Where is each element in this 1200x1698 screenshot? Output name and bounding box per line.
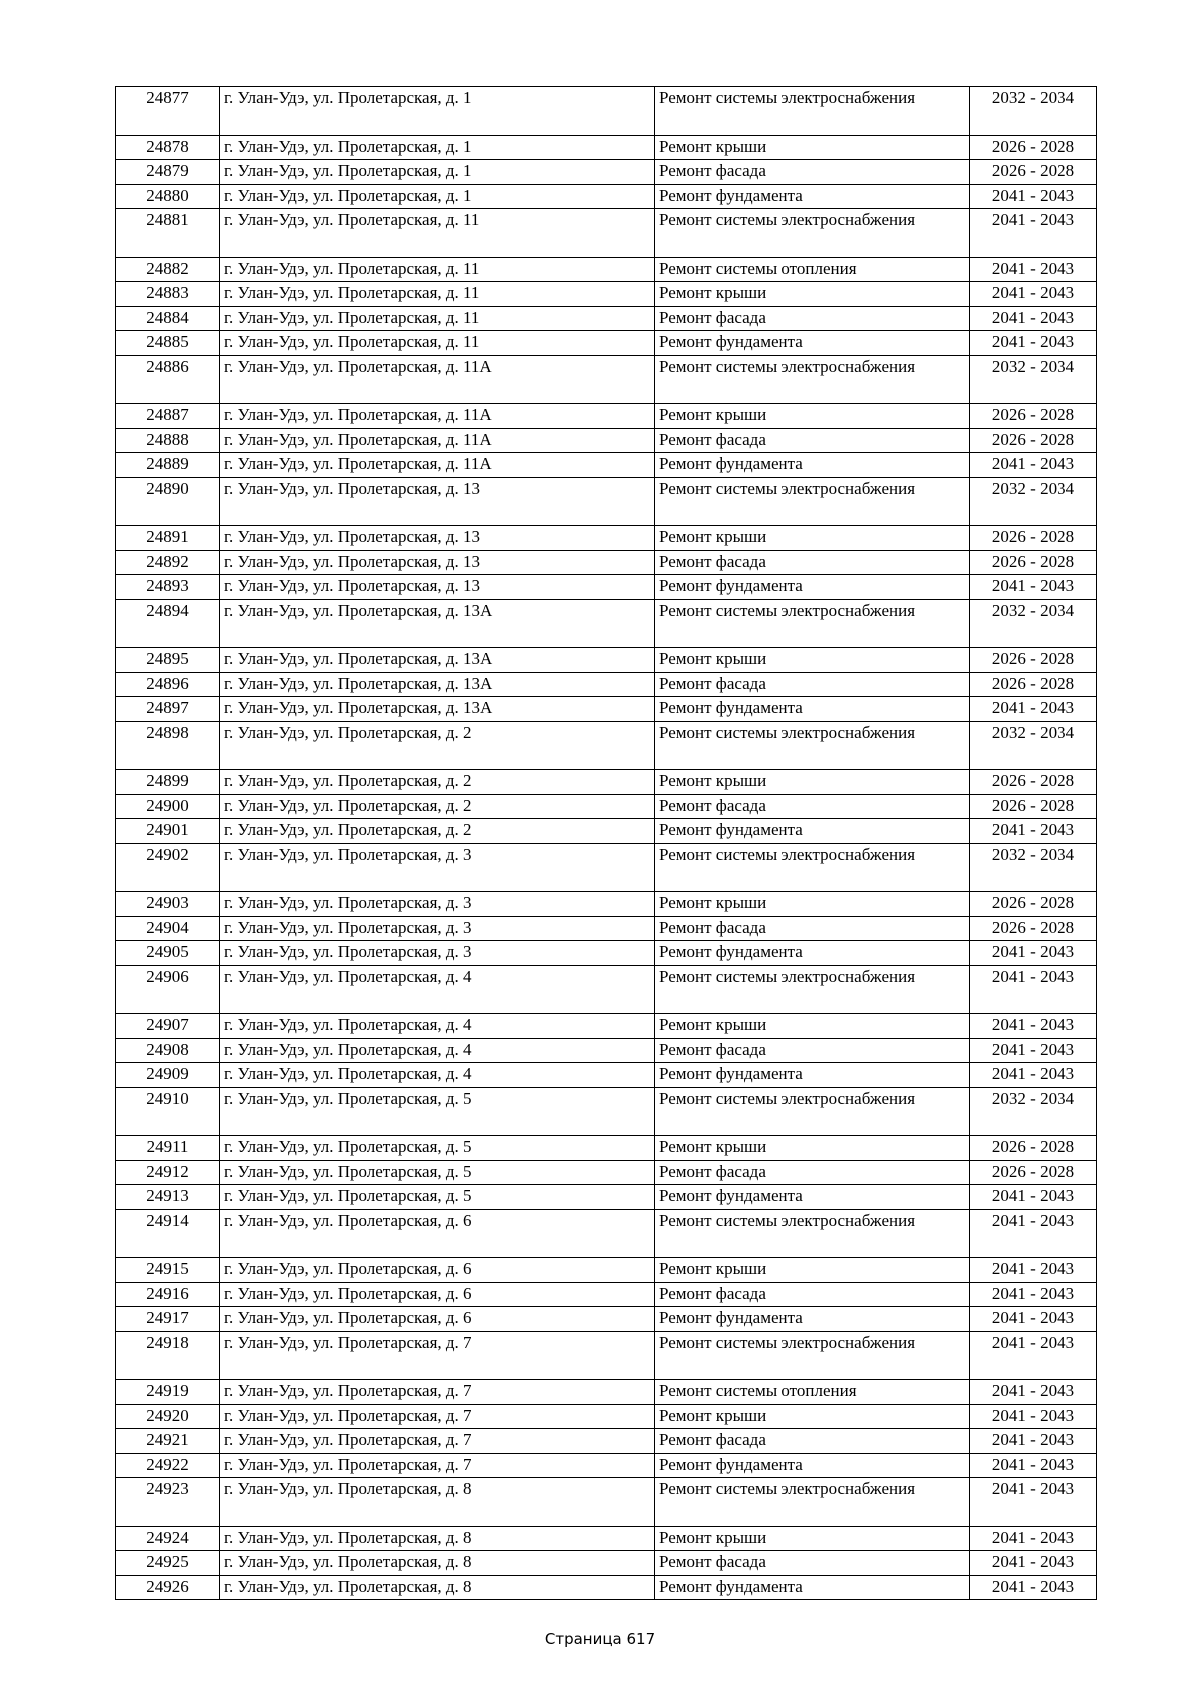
table-row: [116, 1063, 1097, 1088]
work-type-cell: Ремонт системы отопления: [655, 1380, 970, 1405]
period-cell: 2041 - 2043: [970, 257, 1097, 282]
record-number: 24897: [116, 697, 220, 722]
work-type-cell: Ремонт крыши: [655, 1526, 970, 1551]
record-number: 24917: [116, 1307, 220, 1332]
table-row: [116, 1307, 1097, 1332]
address-cell: г. Улан-Удэ, ул. Пролетарская, д. 13А: [220, 672, 655, 697]
page-number: Страница 617: [544, 1630, 656, 1648]
period-cell: 2041 - 2043: [970, 1063, 1097, 1088]
table-row: [116, 794, 1097, 819]
table-row: [116, 453, 1097, 478]
work-type-cell: Ремонт фундамента: [655, 819, 970, 844]
record-number: 24915: [116, 1258, 220, 1283]
address-cell: г. Улан-Удэ, ул. Пролетарская, д. 5: [220, 1087, 655, 1136]
period-cell: 2032 - 2034: [970, 355, 1097, 404]
work-type-cell: Ремонт крыши: [655, 404, 970, 429]
record-number: 24916: [116, 1282, 220, 1307]
record-number: 24906: [116, 965, 220, 1014]
period-cell: 2041 - 2043: [970, 1038, 1097, 1063]
period-cell: 2026 - 2028: [970, 1160, 1097, 1185]
record-number: 24893: [116, 575, 220, 600]
table-row: [116, 599, 1097, 648]
period-cell: 2026 - 2028: [970, 648, 1097, 673]
period-cell: 2041 - 2043: [970, 1404, 1097, 1429]
table-row: [116, 550, 1097, 575]
work-type-cell: Ремонт системы электроснабжения: [655, 1331, 970, 1380]
table-row: [116, 1551, 1097, 1576]
address-cell: г. Улан-Удэ, ул. Пролетарская, д. 11А: [220, 428, 655, 453]
period-cell: 2032 - 2034: [970, 87, 1097, 136]
address-cell: г. Улан-Удэ, ул. Пролетарская, д. 11: [220, 257, 655, 282]
work-type-cell: Ремонт фасада: [655, 1038, 970, 1063]
table-row: [116, 819, 1097, 844]
record-number: 24899: [116, 770, 220, 795]
work-type-cell: Ремонт системы электроснабжения: [655, 1478, 970, 1527]
record-number: 24901: [116, 819, 220, 844]
period-cell: 2041 - 2043: [970, 1185, 1097, 1210]
table-row: [116, 87, 1097, 136]
record-number: 24924: [116, 1526, 220, 1551]
period-cell: 2026 - 2028: [970, 135, 1097, 160]
table-row: [116, 916, 1097, 941]
period-cell: 2041 - 2043: [970, 1307, 1097, 1332]
address-cell: г. Улан-Удэ, ул. Пролетарская, д. 5: [220, 1160, 655, 1185]
period-cell: 2041 - 2043: [970, 1453, 1097, 1478]
work-type-cell: Ремонт фасада: [655, 1160, 970, 1185]
record-number: 24896: [116, 672, 220, 697]
work-type-cell: Ремонт системы электроснабжения: [655, 599, 970, 648]
work-type-cell: Ремонт системы электроснабжения: [655, 1209, 970, 1258]
period-cell: 2041 - 2043: [970, 965, 1097, 1014]
address-cell: г. Улан-Удэ, ул. Пролетарская, д. 6: [220, 1209, 655, 1258]
work-type-cell: Ремонт крыши: [655, 1258, 970, 1283]
table-row: [116, 1575, 1097, 1600]
address-cell: г. Улан-Удэ, ул. Пролетарская, д. 5: [220, 1185, 655, 1210]
table-row: [116, 1136, 1097, 1161]
record-number: 24913: [116, 1185, 220, 1210]
period-cell: 2041 - 2043: [970, 209, 1097, 258]
period-cell: 2041 - 2043: [970, 1258, 1097, 1283]
table-row: [116, 1282, 1097, 1307]
record-number: 24902: [116, 843, 220, 892]
record-number: 24890: [116, 477, 220, 526]
period-cell: 2041 - 2043: [970, 1551, 1097, 1576]
work-type-cell: Ремонт фундамента: [655, 453, 970, 478]
address-cell: г. Улан-Удэ, ул. Пролетарская, д. 2: [220, 770, 655, 795]
work-type-cell: Ремонт фасада: [655, 794, 970, 819]
period-cell: 2041 - 2043: [970, 1478, 1097, 1527]
period-cell: 2041 - 2043: [970, 575, 1097, 600]
work-type-cell: Ремонт системы электроснабжения: [655, 843, 970, 892]
record-number: 24909: [116, 1063, 220, 1088]
work-type-cell: Ремонт крыши: [655, 526, 970, 551]
work-type-cell: Ремонт фундамента: [655, 1453, 970, 1478]
address-cell: г. Улан-Удэ, ул. Пролетарская, д. 6: [220, 1258, 655, 1283]
address-cell: г. Улан-Удэ, ул. Пролетарская, д. 2: [220, 721, 655, 770]
work-type-cell: Ремонт крыши: [655, 1404, 970, 1429]
period-cell: 2041 - 2043: [970, 1380, 1097, 1405]
period-cell: 2041 - 2043: [970, 697, 1097, 722]
table-row: [116, 1380, 1097, 1405]
work-type-cell: Ремонт фундамента: [655, 697, 970, 722]
period-cell: 2041 - 2043: [970, 282, 1097, 307]
work-type-cell: Ремонт фасада: [655, 306, 970, 331]
table-row: [116, 428, 1097, 453]
table-row: [116, 1038, 1097, 1063]
table-row: [116, 1429, 1097, 1454]
table-row: [116, 331, 1097, 356]
address-cell: г. Улан-Удэ, ул. Пролетарская, д. 6: [220, 1282, 655, 1307]
table-row: [116, 672, 1097, 697]
period-cell: 2032 - 2034: [970, 1087, 1097, 1136]
address-cell: г. Улан-Удэ, ул. Пролетарская, д. 7: [220, 1404, 655, 1429]
record-number: 24919: [116, 1380, 220, 1405]
period-cell: 2041 - 2043: [970, 306, 1097, 331]
table-row: [116, 526, 1097, 551]
work-type-cell: Ремонт системы электроснабжения: [655, 721, 970, 770]
address-cell: г. Улан-Удэ, ул. Пролетарская, д. 11: [220, 306, 655, 331]
period-cell: 2032 - 2034: [970, 843, 1097, 892]
address-cell: г. Улан-Удэ, ул. Пролетарская, д. 3: [220, 941, 655, 966]
address-cell: г. Улан-Удэ, ул. Пролетарская, д. 11: [220, 209, 655, 258]
table-row: [116, 1014, 1097, 1039]
record-number: 24905: [116, 941, 220, 966]
work-type-cell: Ремонт фасада: [655, 428, 970, 453]
record-number: 24925: [116, 1551, 220, 1576]
work-type-cell: Ремонт фундамента: [655, 941, 970, 966]
period-cell: 2041 - 2043: [970, 1526, 1097, 1551]
work-type-cell: Ремонт фасада: [655, 1282, 970, 1307]
period-cell: 2032 - 2034: [970, 721, 1097, 770]
address-cell: г. Улан-Удэ, ул. Пролетарская, д. 4: [220, 965, 655, 1014]
table-body: [116, 87, 1097, 1600]
record-number: 24888: [116, 428, 220, 453]
period-cell: 2041 - 2043: [970, 1429, 1097, 1454]
table-row: [116, 1087, 1097, 1136]
period-cell: 2041 - 2043: [970, 1209, 1097, 1258]
work-type-cell: Ремонт крыши: [655, 282, 970, 307]
table-row: [116, 575, 1097, 600]
table-row: [116, 306, 1097, 331]
address-cell: г. Улан-Удэ, ул. Пролетарская, д. 3: [220, 843, 655, 892]
work-type-cell: Ремонт фундамента: [655, 184, 970, 209]
table-row: [116, 843, 1097, 892]
table-row: [116, 282, 1097, 307]
record-number: 24922: [116, 1453, 220, 1478]
address-cell: г. Улан-Удэ, ул. Пролетарская, д. 5: [220, 1136, 655, 1161]
table-row: [116, 770, 1097, 795]
record-number: 24882: [116, 257, 220, 282]
record-number: 24904: [116, 916, 220, 941]
record-number: 24891: [116, 526, 220, 551]
work-type-cell: Ремонт фундамента: [655, 1575, 970, 1600]
table-row: [116, 355, 1097, 404]
record-number: 24914: [116, 1209, 220, 1258]
address-cell: г. Улан-Удэ, ул. Пролетарская, д. 8: [220, 1526, 655, 1551]
address-cell: г. Улан-Удэ, ул. Пролетарская, д. 8: [220, 1551, 655, 1576]
address-cell: г. Улан-Удэ, ул. Пролетарская, д. 8: [220, 1575, 655, 1600]
record-number: 24900: [116, 794, 220, 819]
work-type-cell: Ремонт фасада: [655, 1551, 970, 1576]
work-type-cell: Ремонт фундамента: [655, 1185, 970, 1210]
address-cell: г. Улан-Удэ, ул. Пролетарская, д. 13: [220, 550, 655, 575]
table-row: [116, 477, 1097, 526]
record-number: 24892: [116, 550, 220, 575]
period-cell: 2026 - 2028: [970, 916, 1097, 941]
table-row: [116, 1331, 1097, 1380]
work-type-cell: Ремонт системы электроснабжения: [655, 477, 970, 526]
period-cell: 2026 - 2028: [970, 672, 1097, 697]
table-row: [116, 1160, 1097, 1185]
work-type-cell: Ремонт фасада: [655, 916, 970, 941]
period-cell: 2041 - 2043: [970, 1282, 1097, 1307]
work-type-cell: Ремонт системы электроснабжения: [655, 1087, 970, 1136]
address-cell: г. Улан-Удэ, ул. Пролетарская, д. 3: [220, 916, 655, 941]
record-number: 24898: [116, 721, 220, 770]
period-cell: 2026 - 2028: [970, 160, 1097, 185]
address-cell: г. Улан-Удэ, ул. Пролетарская, д. 13А: [220, 599, 655, 648]
period-cell: 2032 - 2034: [970, 599, 1097, 648]
address-cell: г. Улан-Удэ, ул. Пролетарская, д. 7: [220, 1331, 655, 1380]
table-row: [116, 1404, 1097, 1429]
record-number: 24881: [116, 209, 220, 258]
work-type-cell: Ремонт системы отопления: [655, 257, 970, 282]
table-row: [116, 892, 1097, 917]
table-row: [116, 160, 1097, 185]
table-row: [116, 257, 1097, 282]
address-cell: г. Улан-Удэ, ул. Пролетарская, д. 4: [220, 1038, 655, 1063]
period-cell: 2026 - 2028: [970, 404, 1097, 429]
record-number: 24911: [116, 1136, 220, 1161]
work-type-cell: Ремонт системы электроснабжения: [655, 355, 970, 404]
period-cell: 2041 - 2043: [970, 941, 1097, 966]
work-type-cell: Ремонт крыши: [655, 135, 970, 160]
table-row: [116, 184, 1097, 209]
work-type-cell: Ремонт фундамента: [655, 575, 970, 600]
record-number: 24877: [116, 87, 220, 136]
work-type-cell: Ремонт фундамента: [655, 1063, 970, 1088]
table-row: [116, 209, 1097, 258]
address-cell: г. Улан-Удэ, ул. Пролетарская, д. 4: [220, 1014, 655, 1039]
work-type-cell: Ремонт фасада: [655, 550, 970, 575]
work-type-cell: Ремонт крыши: [655, 1136, 970, 1161]
period-cell: 2041 - 2043: [970, 819, 1097, 844]
record-number: 24920: [116, 1404, 220, 1429]
period-cell: 2026 - 2028: [970, 550, 1097, 575]
address-cell: г. Улан-Удэ, ул. Пролетарская, д. 7: [220, 1453, 655, 1478]
period-cell: 2026 - 2028: [970, 794, 1097, 819]
table-row: [116, 1453, 1097, 1478]
work-type-cell: Ремонт крыши: [655, 1014, 970, 1039]
address-cell: г. Улан-Удэ, ул. Пролетарская, д. 1: [220, 87, 655, 136]
period-cell: 2041 - 2043: [970, 331, 1097, 356]
record-number: 24887: [116, 404, 220, 429]
address-cell: г. Улан-Удэ, ул. Пролетарская, д. 1: [220, 184, 655, 209]
address-cell: г. Улан-Удэ, ул. Пролетарская, д. 8: [220, 1478, 655, 1527]
address-cell: г. Улан-Удэ, ул. Пролетарская, д. 11: [220, 282, 655, 307]
record-number: 24903: [116, 892, 220, 917]
record-number: 24923: [116, 1478, 220, 1527]
period-cell: 2041 - 2043: [970, 1331, 1097, 1380]
table-row: [116, 135, 1097, 160]
period-cell: 2041 - 2043: [970, 1014, 1097, 1039]
record-number: 24921: [116, 1429, 220, 1454]
work-type-cell: Ремонт фасада: [655, 1429, 970, 1454]
table-row: [116, 1478, 1097, 1527]
record-number: 24889: [116, 453, 220, 478]
address-cell: г. Улан-Удэ, ул. Пролетарская, д. 7: [220, 1380, 655, 1405]
work-type-cell: Ремонт фундамента: [655, 1307, 970, 1332]
address-cell: г. Улан-Удэ, ул. Пролетарская, д. 13А: [220, 648, 655, 673]
period-cell: 2026 - 2028: [970, 428, 1097, 453]
work-type-cell: Ремонт крыши: [655, 770, 970, 795]
work-type-cell: Ремонт системы электроснабжения: [655, 209, 970, 258]
address-cell: г. Улан-Удэ, ул. Пролетарская, д. 11А: [220, 453, 655, 478]
period-cell: 2026 - 2028: [970, 526, 1097, 551]
period-cell: 2026 - 2028: [970, 892, 1097, 917]
record-number: 24912: [116, 1160, 220, 1185]
record-number: 24880: [116, 184, 220, 209]
record-number: 24918: [116, 1331, 220, 1380]
record-number: 24908: [116, 1038, 220, 1063]
work-type-cell: Ремонт системы электроснабжения: [655, 87, 970, 136]
table-row: [116, 1185, 1097, 1210]
work-type-cell: Ремонт фундамента: [655, 331, 970, 356]
table-row: [116, 648, 1097, 673]
address-cell: г. Улан-Удэ, ул. Пролетарская, д. 11А: [220, 355, 655, 404]
address-cell: г. Улан-Удэ, ул. Пролетарская, д. 6: [220, 1307, 655, 1332]
address-cell: г. Улан-Удэ, ул. Пролетарская, д. 1: [220, 135, 655, 160]
table-row: [116, 1209, 1097, 1258]
repair-schedule-table: [115, 86, 1097, 1600]
table-row: [116, 404, 1097, 429]
period-cell: 2041 - 2043: [970, 1575, 1097, 1600]
table-row: [116, 965, 1097, 1014]
table-row: [116, 941, 1097, 966]
period-cell: 2026 - 2028: [970, 770, 1097, 795]
work-type-cell: Ремонт крыши: [655, 648, 970, 673]
work-type-cell: Ремонт фасада: [655, 160, 970, 185]
period-cell: 2041 - 2043: [970, 184, 1097, 209]
record-number: 24926: [116, 1575, 220, 1600]
record-number: 24894: [116, 599, 220, 648]
record-number: 24907: [116, 1014, 220, 1039]
record-number: 24885: [116, 331, 220, 356]
work-type-cell: Ремонт системы электроснабжения: [655, 965, 970, 1014]
table-row: [116, 1526, 1097, 1551]
address-cell: г. Улан-Удэ, ул. Пролетарская, д. 13: [220, 526, 655, 551]
work-type-cell: Ремонт фасада: [655, 672, 970, 697]
record-number: 24878: [116, 135, 220, 160]
table-row: [116, 721, 1097, 770]
record-number: 24883: [116, 282, 220, 307]
address-cell: г. Улан-Удэ, ул. Пролетарская, д. 13: [220, 477, 655, 526]
address-cell: г. Улан-Удэ, ул. Пролетарская, д. 11А: [220, 404, 655, 429]
table-row: [116, 697, 1097, 722]
address-cell: г. Улан-Удэ, ул. Пролетарская, д. 2: [220, 794, 655, 819]
address-cell: г. Улан-Удэ, ул. Пролетарская, д. 13: [220, 575, 655, 600]
address-cell: г. Улан-Удэ, ул. Пролетарская, д. 4: [220, 1063, 655, 1088]
period-cell: 2032 - 2034: [970, 477, 1097, 526]
address-cell: г. Улан-Удэ, ул. Пролетарская, д. 11: [220, 331, 655, 356]
work-type-cell: Ремонт крыши: [655, 892, 970, 917]
record-number: 24895: [116, 648, 220, 673]
record-number: 24879: [116, 160, 220, 185]
record-number: 24910: [116, 1087, 220, 1136]
address-cell: г. Улан-Удэ, ул. Пролетарская, д. 2: [220, 819, 655, 844]
record-number: 24884: [116, 306, 220, 331]
address-cell: г. Улан-Удэ, ул. Пролетарская, д. 7: [220, 1429, 655, 1454]
address-cell: г. Улан-Удэ, ул. Пролетарская, д. 1: [220, 160, 655, 185]
table-row: [116, 1258, 1097, 1283]
address-cell: г. Улан-Удэ, ул. Пролетарская, д. 13А: [220, 697, 655, 722]
record-number: 24886: [116, 355, 220, 404]
period-cell: 2041 - 2043: [970, 453, 1097, 478]
address-cell: г. Улан-Удэ, ул. Пролетарская, д. 3: [220, 892, 655, 917]
period-cell: 2026 - 2028: [970, 1136, 1097, 1161]
